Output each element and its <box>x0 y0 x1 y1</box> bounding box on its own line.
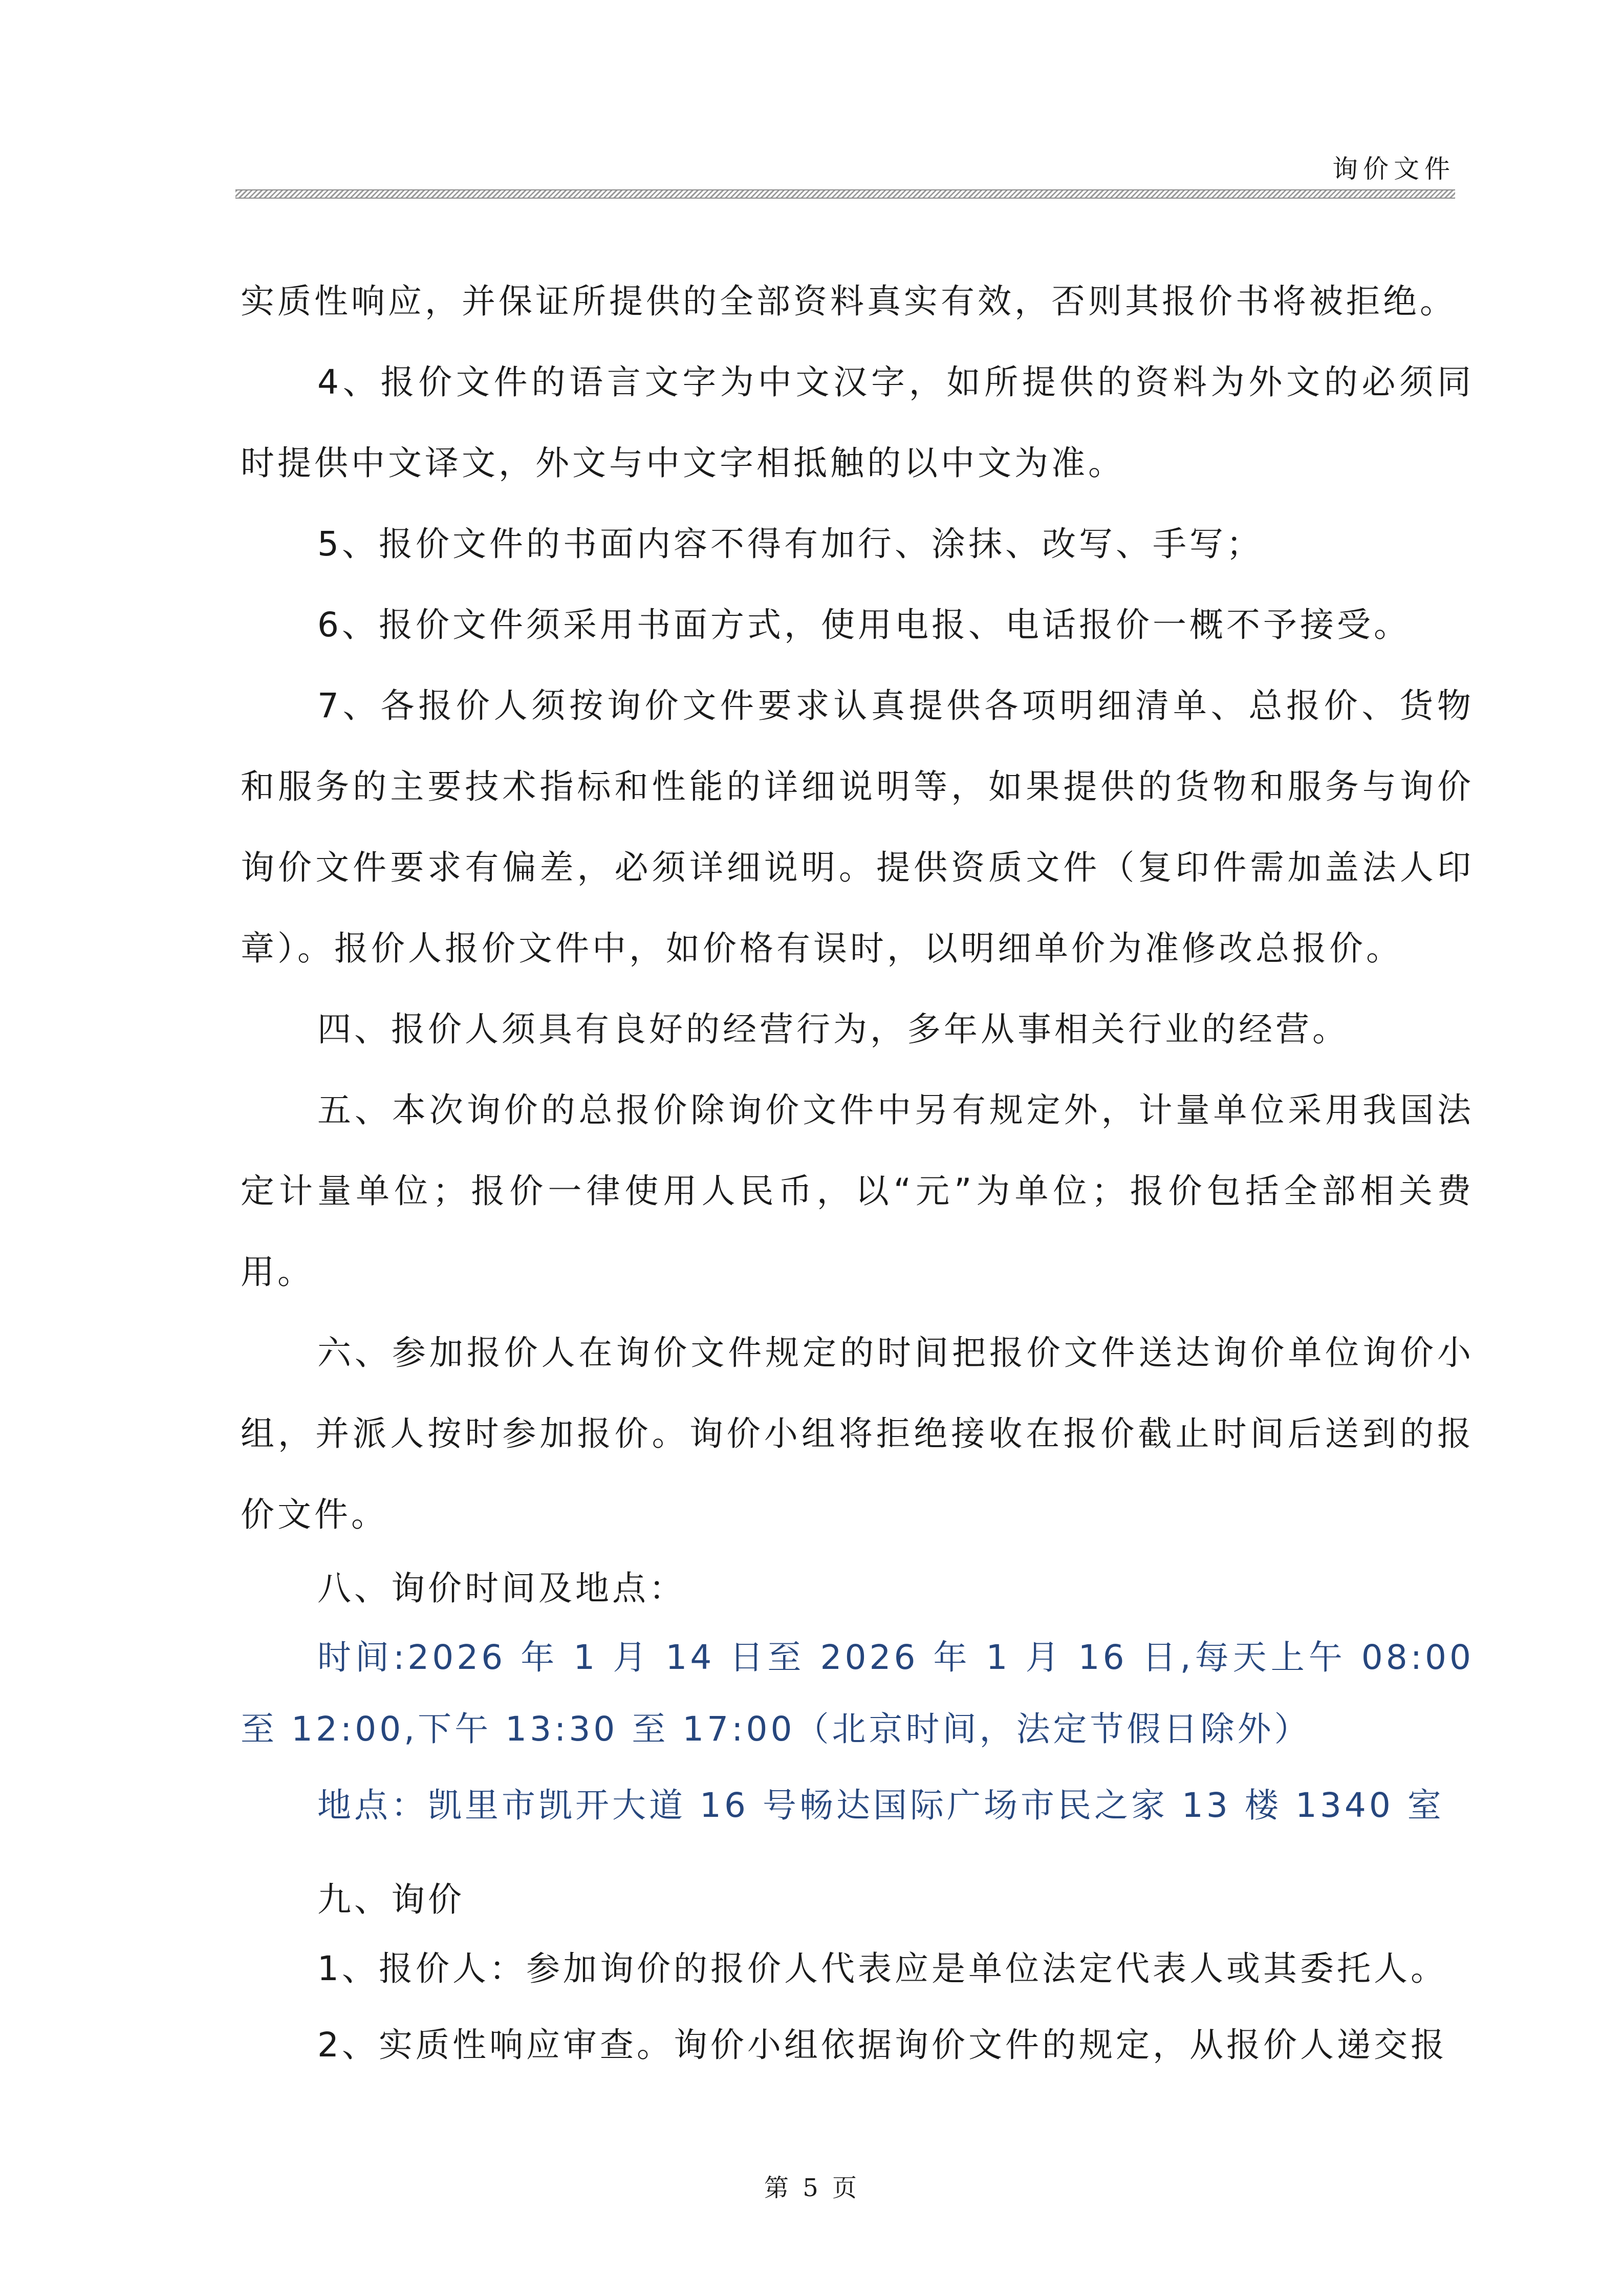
inquiry-time: 时间:2026 年 1 月 14 日至 2026 年 1 月 16 日,每天上午 08:00 至 12:00,下午 13:30 至 17:00（北京时间，法定节假日除外） <box>241 1638 1474 1749</box>
paragraph-item-4: 4、报价文件的语言文字为中文汉字，如所提供的资料为外文的必须同时提供中文译文，外文与中文字相抵触的以中文为准。 <box>241 362 1474 483</box>
paragraph-section-5: 五、本次询价的总报价除询价文件中另有规定外，计量单位采用我国法定计量单位；报价一律使用人民币，以“元”为单位；报价包括全部相关费用。 <box>241 1090 1474 1292</box>
paragraph-inquiry-2: 2、实质性响应审查。询价小组依据询价文件的规定，从报价人递交报 <box>317 2025 1447 2065</box>
paragraph-item-6: 6、报价文件须采用书面方式，使用电报、电话报价一概不予接受。 <box>317 605 1411 645</box>
header-divider <box>235 189 1455 199</box>
paragraph-item-5: 5、报价文件的书面内容不得有加行、涂抹、改写、手写； <box>317 524 1263 564</box>
paragraph-section-4: 四、报价人须具有良好的经营行为，多年从事相关行业的经营。 <box>317 1010 1349 1049</box>
page-number: 第 5 页 <box>764 2174 860 2202</box>
paragraph-section-6: 六、参加报价人在询价文件规定的时间把报价文件送达询价单位询价小组，并派人按时参加报价。询价小组将拒绝接收在报价截止时间后送到的报价文件。 <box>241 1333 1474 1534</box>
header-title: 询价文件 <box>1332 154 1455 184</box>
paragraph-inquiry-1: 1、报价人：参加询价的报价人代表应是单位法定代表人或其委托人。 <box>317 1949 1447 1988</box>
paragraph-continuation: 实质性响应，并保证所提供的全部资料真实有效，否则其报价书将被拒绝。 <box>241 282 1457 321</box>
inquiry-location: 地点：凯里市凯开大道 16 号畅达国际广场市民之家 13 楼 1340 室 <box>317 1786 1444 1825</box>
spacer <box>241 1846 1474 1866</box>
paragraph-item-7: 7、各报价人须按询价文件要求认真提供各项明细清单、总报价、货物和服务的主要技术指标和性能的详细说明等，如果提供的货物和服务与询价询价文件要求有偏差，必须详细说明。提供资质文件（复印件需加盖法人印章）。报价人报价文件中，如价格有误时，以明细单价为准修改总报价。 <box>241 686 1474 968</box>
document-body <box>241 261 1474 2086</box>
heading-section-8: 八、询价时间及地点： <box>317 1569 686 1608</box>
heading-section-9: 九、询价 <box>317 1880 465 1919</box>
